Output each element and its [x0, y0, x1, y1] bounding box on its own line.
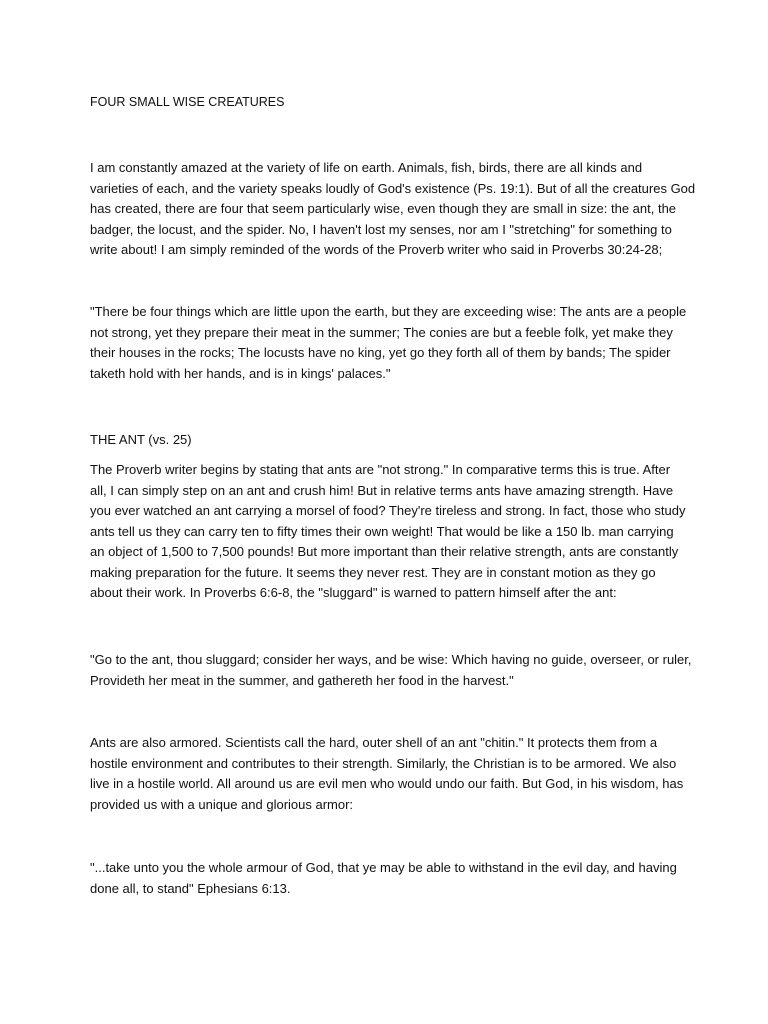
- document-title: FOUR SMALL WISE CREATURES: [90, 95, 285, 109]
- paragraph-line: Ants are also armored. Scientists call the hard, outer shell of an ant "chitin." It protects them from a: [90, 735, 658, 750]
- paragraph-line: an object of 1,500 to 7,500 pounds! But more important than their relative strength, ants are constantly: [90, 544, 679, 559]
- paragraph-line: has created, there are four that seem particularly wise, even though they are small in size: the ant, the: [90, 201, 677, 216]
- section-heading-ant: THE ANT (vs. 25): [90, 432, 192, 447]
- paragraph-line: badger, the locust, and the spider. No, I haven't lost my senses, nor am I "stretching" for something to: [90, 221, 672, 237]
- paragraph-line: provided us with a unique and glorious armor:: [90, 796, 354, 812]
- intro-paragraph: [90, 158, 695, 261]
- quote-line: "...take unto you the whole armour of God, that ye may be able to withstand in the evil day, and having: [90, 860, 677, 875]
- proverbs-quote: [90, 302, 686, 384]
- ant-paragraph-armor: [90, 733, 683, 815]
- paragraph-line: you ever watched an ant carrying a morsel of food? They're tireless and strong. In fact, those who study: [90, 503, 686, 518]
- paragraph-line: ants tell us they can carry ten to fifty times their own weight! That would be like a 150 lb. man carrying: [90, 523, 674, 539]
- sluggard-quote: [90, 650, 692, 691]
- quote-line: done all, to stand" Ephesians 6:13.: [90, 880, 291, 896]
- quote-line: "Go to the ant, thou sluggard; consider her ways, and be wise: Which having no guide, overseer, or ruler,: [90, 652, 692, 667]
- paragraph-line: all, I can simply step on an ant and crush him! But in relative terms ants have amazing strength. Have: [90, 482, 674, 498]
- paragraph-line: about their work. In Proverbs 6:6-8, the "sluggard" is warned to pattern himself after the ant:: [90, 585, 617, 600]
- paragraph-line: making preparation for the future. It seems they never rest. They are in constant motion as they go: [90, 564, 656, 580]
- ephesians-quote: [90, 858, 677, 899]
- quote-line: Provideth her meat in the summer, and gathereth her food in the harvest.": [90, 672, 514, 688]
- paragraph-line: write about! I am simply reminded of the words of the Proverb writer who said in Proverbs 30:24-28;: [90, 242, 663, 257]
- paragraph-line: I am constantly amazed at the variety of life on earth. Animals, fish, birds, there are all kinds and: [90, 160, 643, 175]
- ant-paragraph-strength: [90, 460, 686, 604]
- paragraph-line: The Proverb writer begins by stating that ants are "not strong." In comparative terms this is true. After: [90, 462, 671, 477]
- quote-line: taketh hold with her hands, and is in kings' palaces.": [90, 365, 391, 381]
- paragraph-line: hostile environment and contributes to their strength. Similarly, the Christian is to be armored. We also: [90, 755, 677, 771]
- paragraph-line: live in a hostile world. All around us are evil men who would undo our faith. But God, in his wisdom, has: [90, 776, 684, 791]
- quote-line: their houses in the rocks; The locusts have no king, yet go they forth all of them by bands; The spider: [90, 345, 671, 360]
- paragraph-line: varieties of each, and the variety speaks loudly of God's existence (Ps. 19:1). But of all the creatures God: [90, 180, 696, 196]
- quote-line: "There be four things which are little upon the earth, but they are exceeding wise: The ants are a people: [90, 304, 687, 319]
- quote-line: not strong, yet they prepare their meat in the summer; The conies are but a feeble folk, yet make they: [90, 324, 673, 340]
